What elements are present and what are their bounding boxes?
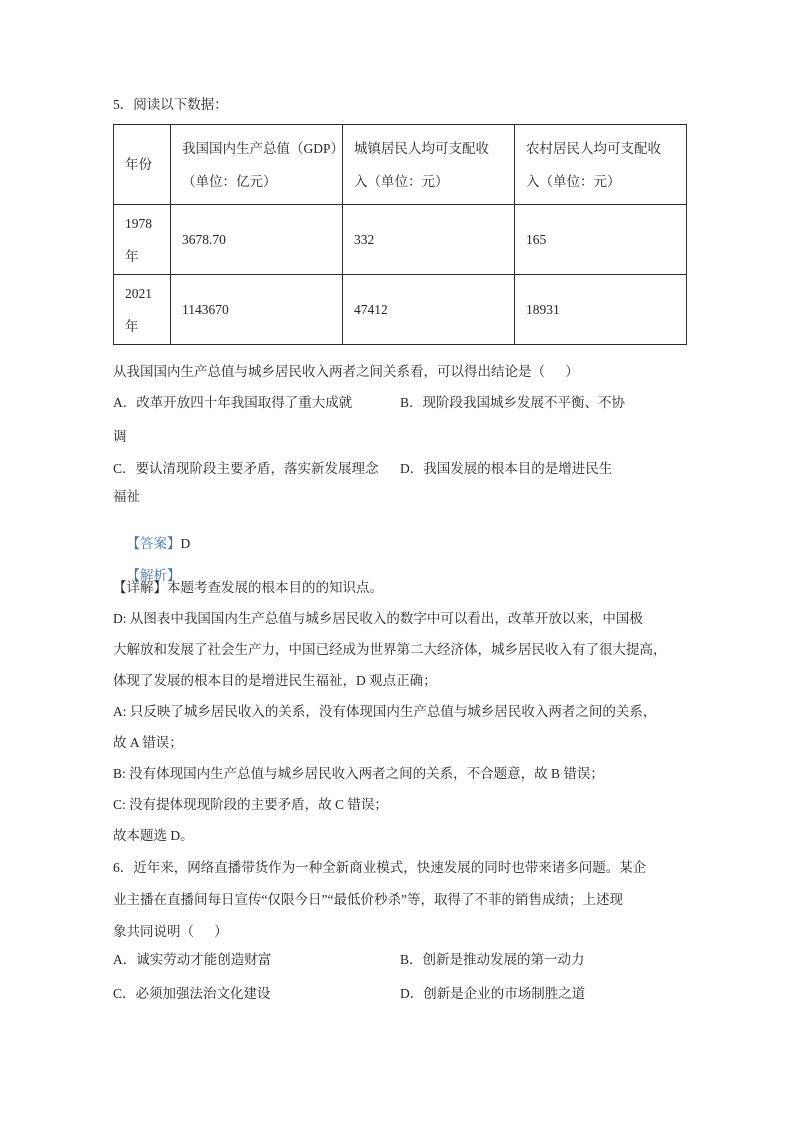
q5-detail-line: B: 没有体现国内生产总值与城乡居民收入两者之间的关系，不合题意，故 B 错误； — [113, 766, 604, 781]
q5-option-b: B．现阶段我国城乡发展不平衡、不协 — [400, 395, 626, 410]
q5-detail-line: A: 只反映了城乡居民收入的关系，没有体现国内生产总值与城乡居民收入两者之间的关系， — [113, 704, 657, 719]
urban-income-cell: 47412 — [343, 275, 515, 345]
q5-stem: 5．阅读以下数据： — [113, 97, 228, 112]
table-row — [114, 205, 687, 275]
q5-detail-line: 【详解】本题考查发展的根本目的的知识点。 — [113, 580, 383, 595]
year-cell: 2021 年 — [114, 275, 171, 345]
header-gdp: 我国国内生产总值（GDP） （单位：亿元） — [171, 125, 343, 205]
q6-stem-line: 象共同说明（ ） — [113, 924, 228, 939]
q6-option-c: C．必须加强法治文化建设 — [113, 986, 271, 1001]
q6-stem-line: 业主播在直播间每日宣传“仅限今日”“最低价秒杀”等，取得了不菲的销售成绩；上述现 — [113, 892, 623, 907]
q5-question: 从我国国内生产总值与城乡居民收入两者之间关系看，可以得出结论是（ ） — [113, 364, 579, 379]
q5-detail-line: 故 A 错误； — [113, 735, 183, 750]
gdp-cell: 1143670 — [171, 275, 343, 345]
q5-detail-line: D: 从图表中我国国内生产总值与城乡居民收入的数字中可以看出，改革开放以来，中国极 — [113, 611, 643, 626]
header-rural-income: 农村居民人均可支配收 入（单位：元） — [515, 125, 687, 205]
q5-option-c: C．要认清现阶段主要矛盾，落实新发展理念 — [113, 461, 379, 476]
q5-option-d: D．我国发展的根本目的是增进民生 — [400, 461, 613, 476]
answer-label: 【答案】 — [126, 536, 181, 551]
year-cell: 1978 年 — [114, 205, 171, 275]
analysis-label: 【解析】 — [126, 568, 181, 583]
q5-detail-line: 大解放和发展了社会生产力，中国已经成为世界第二大经济体，城乡居民收入有了很大提高， — [113, 642, 667, 657]
gdp-income-table — [113, 124, 687, 345]
answer-value: D — [180, 536, 191, 551]
urban-income-cell: 332 — [343, 205, 515, 275]
q6-option-b: B．创新是推动发展的第一动力 — [400, 952, 585, 967]
q6-option-d: D．创新是企业的市场制胜之道 — [400, 986, 586, 1001]
q5-option-b-wrap: 调 — [113, 429, 127, 444]
rural-income-cell: 165 — [515, 205, 687, 275]
q5-detail-line: 故本题选 D。 — [113, 828, 194, 843]
q5-option-d-wrap: 福祉 — [113, 489, 140, 504]
q5-detail-line: 体现了发展的根本目的是增进民生福祉，D 观点正确； — [113, 673, 437, 688]
q6-stem-line: 6．近年来，网络直播带货作为一种全新商业模式，快速发展的同时也带来诸多问题。某企 — [113, 860, 647, 875]
q5-detail-line: C: 没有提体现现阶段的主要矛盾，故 C 错误； — [113, 797, 388, 812]
q6-option-a: A．诚实劳动才能创造财富 — [113, 952, 272, 967]
table-row — [114, 275, 687, 345]
rural-income-cell: 18931 — [515, 275, 687, 345]
header-urban-income: 城镇居民人均可支配收 入（单位：元） — [343, 125, 515, 205]
header-year: 年份 — [114, 125, 171, 205]
gdp-cell: 3678.70 — [171, 205, 343, 275]
table-header-row — [114, 125, 687, 205]
q5-option-a: A．改革开放四十年我国取得了重大成就 — [113, 395, 353, 410]
